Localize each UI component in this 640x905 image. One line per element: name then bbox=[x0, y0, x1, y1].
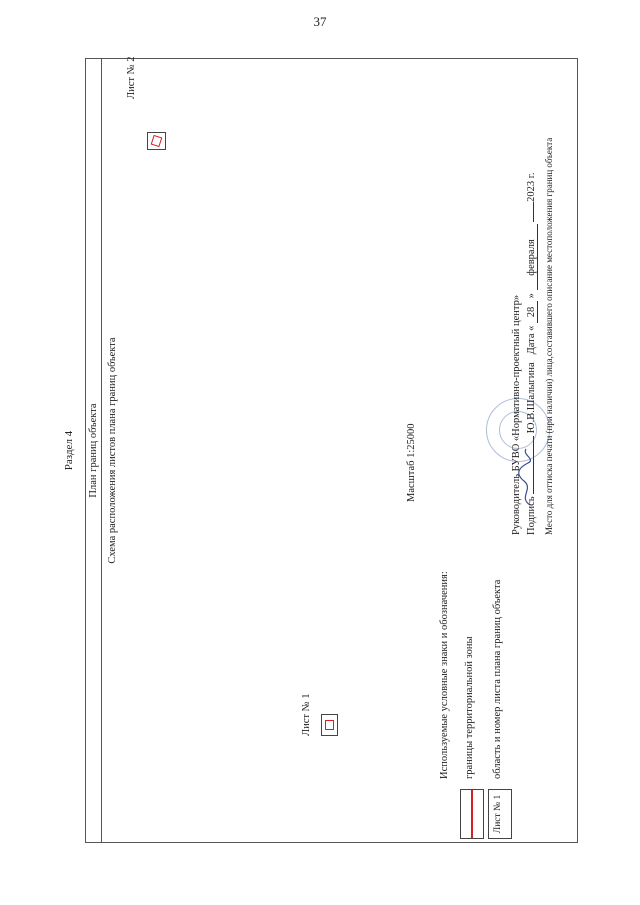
sheet-area-symbol bbox=[488, 789, 512, 839]
red-line bbox=[471, 790, 473, 838]
sign-label: Подпись bbox=[526, 496, 537, 535]
date-year: 2023 г. bbox=[526, 172, 537, 202]
sheet-2-thumbnail bbox=[147, 132, 166, 150]
page-number: 37 bbox=[313, 14, 327, 29]
signature-blank bbox=[533, 436, 534, 494]
date-year-blank bbox=[533, 202, 534, 222]
date-day: 28 bbox=[526, 301, 538, 323]
sheet-1-label: Лист № 1 bbox=[301, 693, 312, 736]
sheet-2-boundary bbox=[151, 135, 163, 147]
section-title: Раздел 4 bbox=[63, 430, 75, 471]
legend-item-text: область и номер листа плана границ объекта bbox=[492, 579, 503, 779]
date-day-close: » bbox=[526, 293, 537, 299]
legend-item-text: границы территориальной зоны bbox=[464, 636, 475, 779]
scale-label: Масштаб 1:25000 bbox=[406, 423, 417, 502]
sheet-1-boundary bbox=[325, 720, 334, 730]
scheme-title: Схема расположения листов плана границ объекта bbox=[107, 337, 118, 564]
responsible-line: Руководитель БУВО «Нормативно-проектный центр» bbox=[511, 294, 522, 535]
sheet-1-thumbnail bbox=[321, 714, 338, 736]
date-month: февраля bbox=[526, 224, 538, 290]
seal-note: Место для оттиска печати (при наличии) лица,составившего описание местоположения границ объекта bbox=[544, 137, 554, 535]
zone-boundary-symbol bbox=[460, 789, 484, 839]
legend-title: Используемые условные знаки и обозначения: bbox=[439, 571, 450, 779]
signer-name: Ю.В.Шалыгина bbox=[526, 362, 537, 434]
frame-header: План границ объекта bbox=[86, 59, 102, 842]
signature-line bbox=[526, 172, 538, 535]
legend-symbol-text: Лист № 1 bbox=[493, 794, 503, 834]
plan-sheet bbox=[63, 58, 578, 843]
date-label: Дата « bbox=[526, 325, 537, 355]
sheet-2-label: Лист № 2 bbox=[126, 56, 137, 99]
plan-frame bbox=[85, 58, 578, 843]
